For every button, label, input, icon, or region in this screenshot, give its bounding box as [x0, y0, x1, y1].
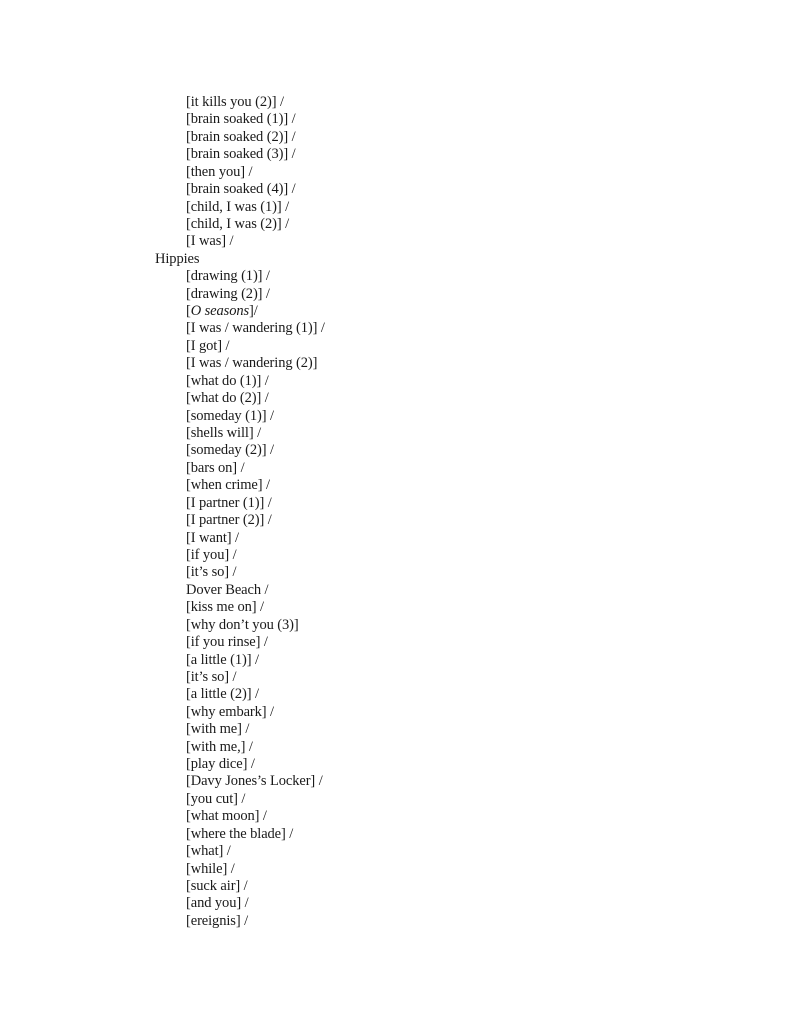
list-item: [what do (1)] /	[186, 372, 269, 389]
list-item: [child, I was (1)] /	[186, 198, 290, 215]
list-item: [someday (2)] /	[186, 442, 274, 459]
list-item: [I was] /	[186, 233, 234, 250]
list-item: [I got] /	[186, 337, 230, 354]
list-item: [drawing (2)] /	[186, 285, 270, 302]
list-item: [a little (2)] /	[186, 686, 259, 703]
list-item-prefix: [	[186, 303, 191, 320]
list-item: [it’s so] /	[186, 668, 237, 685]
list-item: [with me,] /	[186, 738, 253, 755]
list-item: [while] /	[186, 860, 235, 877]
list-item: [I partner (2)] /	[186, 512, 272, 529]
section-heading: Hippies	[155, 250, 200, 267]
list-item: [I was / wandering (2)]	[186, 355, 318, 372]
list-item: [I want] /	[186, 529, 239, 546]
list-item-suffix: ]/	[249, 303, 258, 320]
list-item: [child, I was (2)] /	[186, 215, 290, 232]
list-item	[0, 303, 791, 320]
list-item: [it kills you (2)] /	[186, 94, 284, 110]
list-item: [it’s so] /	[186, 564, 237, 581]
list-item: [then you] /	[186, 163, 253, 180]
list-item: [why embark] /	[186, 703, 274, 720]
list-item: [if you] /	[186, 546, 237, 563]
list-item: [shells will] /	[186, 425, 262, 442]
list-item: Dover Beach /	[186, 581, 269, 598]
list-item: [brain soaked (4)] /	[186, 181, 296, 198]
list-item: [Davy Jones’s Locker] /	[186, 773, 323, 790]
list-item: [bars on] /	[186, 459, 245, 476]
list-item: [where the blade] /	[186, 825, 294, 842]
list-item: [if you rinse] /	[186, 634, 268, 651]
list-item: [kiss me on] /	[186, 599, 264, 616]
list-item: [what do (2)] /	[186, 390, 269, 407]
list-item: [I partner (1)] /	[186, 494, 272, 511]
list-item-italic-title: O seasons	[190, 303, 250, 320]
list-item: [drawing (1)] /	[186, 268, 270, 285]
list-item: [what] /	[186, 843, 231, 860]
list-item: [you cut] /	[186, 790, 246, 807]
list-item: [with me] /	[186, 721, 250, 738]
document-page	[0, 94, 791, 930]
list-item: [why don’t you (3)]	[186, 616, 299, 633]
list-item: [a little (1)] /	[186, 651, 259, 668]
list-item: [brain soaked (2)] /	[186, 128, 296, 145]
list-item: [play dice] /	[186, 756, 255, 773]
list-item: [I was / wandering (1)] /	[186, 320, 325, 337]
list-item: [what moon] /	[186, 808, 267, 825]
list-item: [suck air] /	[186, 877, 248, 894]
list-item: [brain soaked (3)] /	[186, 146, 296, 163]
list-item: [and you] /	[186, 895, 249, 912]
list-item: [ereignis] /	[186, 912, 249, 929]
list-item: [brain soaked (1)] /	[186, 111, 296, 128]
list-item: [someday (1)] /	[186, 407, 274, 424]
list-item: [when crime] /	[186, 477, 270, 494]
